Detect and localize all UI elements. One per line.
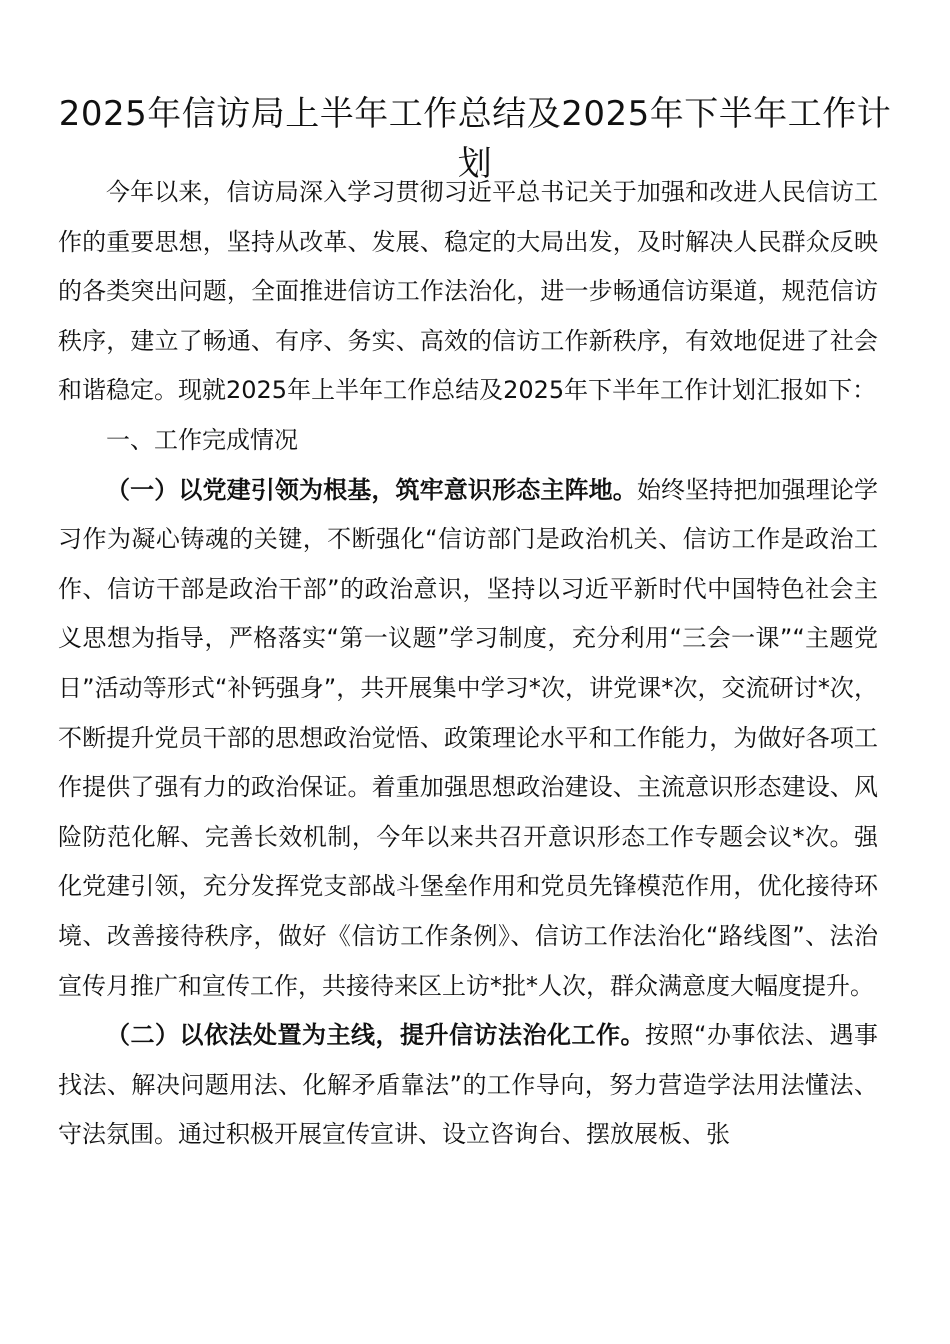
item-2-text: 按照“办事依法、遇事找法、解决问题用法、化解矛盾靠法”的工作导向，努力营造学法用法懂法、守法氛围。通过积极开展宣传宣讲、设立咨询台、摆放展板、张 — [58, 1021, 878, 1149]
item-1-text: 始终坚持把加强理论学习作为凝心铸魂的关键，不断强化“信访部门是政治机关、信访工作是政治工作、信访干部是政治干部”的政治意识，坚持以习近平新时代中国特色社会主义思想为指导，严格落实“第一议题”学习制度，充分利用“三会一课”“主题党日”活动等形式“补钙强身”，共开展集中学习*次，讲党课*次，交流研讨*次，不断提升党员干部的思想政治觉悟、政策理论水平和工作能力，为做好各项工作提供了强有力的政治保证。着重加强思想政治建设、主流意识形态建设、风险防范化解、完善长效机制，今年以来共召开意识形态工作专题会议*次。强化党建引领，充分发挥党支部战斗堡垒作用和党员先锋模范作用，优化接待环境、改善接待秩序，做好《信访工作条例》、信访工作法治化“路线图”、法治宣传月推广和宣传工作，共接待来区上访*批*人次，群众满意度大幅度提升。 — [58, 475, 879, 1000]
section-heading: 一、工作完成情况 — [106, 425, 298, 454]
document-body — [58, 168, 878, 1160]
item-2-paragraph — [58, 1011, 878, 1160]
item-2-heading: （二）以依法处置为主线，提升信访法治化工作。 — [106, 1021, 646, 1050]
intro-paragraph: 今年以来，信访局深入学习贯彻习近平总书记关于加强和改进人民信访工作的重要思想，坚持从改革、发展、稳定的大局出发，及时解决人民群众反映的各类突出问题，全面推进信访工作法治化，进一步畅通信访渠道，规范信访秩序，建立了畅通、有序、务实、高效的信访工作新秩序，有效地促进了社会和谐稳定。现就2025年上半年工作总结及2025年下半年工作计划汇报如下： — [58, 178, 878, 405]
item-1-paragraph — [58, 466, 878, 1012]
item-1-heading: （一）以党建引领为根基，筑牢意识形态主阵地。 — [106, 475, 637, 504]
document-title: 2025年信访局上半年工作总结及2025年下半年工作计划 — [58, 93, 892, 184]
